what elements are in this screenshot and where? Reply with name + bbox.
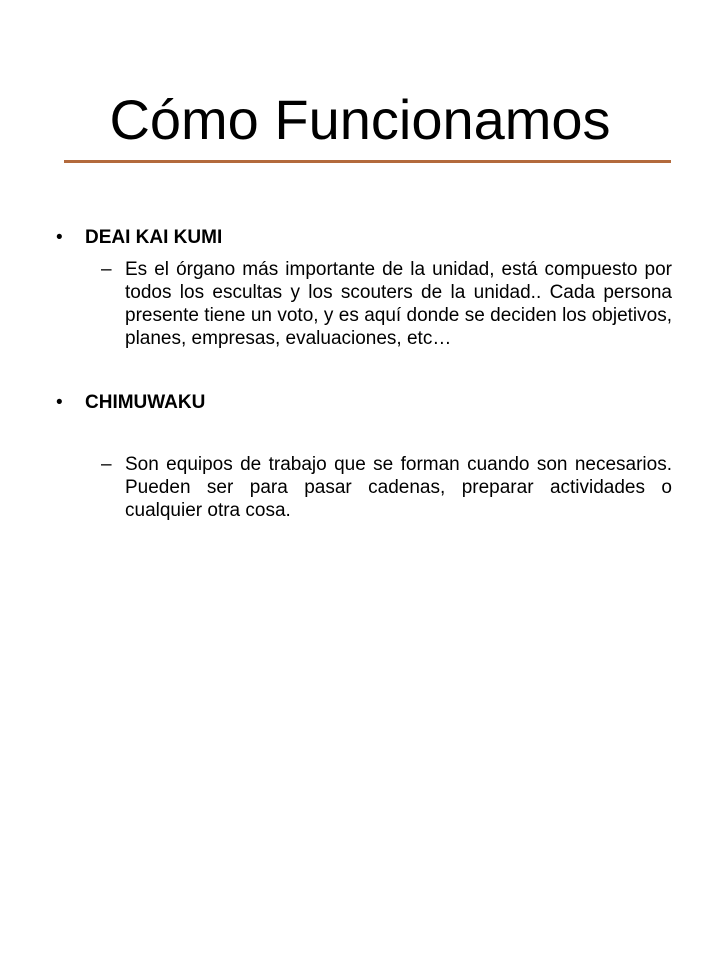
slide-content: [56, 226, 672, 522]
sub-item-text: Es el órgano más importante de la unidad, está compuesto por todos los escultas y los scouters de la unidad.. Cada persona presente tiene un voto, y es aquí donde se deciden los objetivos, planes, empresas, evaluaciones, etc…: [125, 259, 672, 349]
sub-item-text: Son equipos de trabajo que se forman cuando son necesarios. Pueden ser para pasar cadenas, preparar actividades o cualquier otra cosa.: [125, 454, 672, 521]
bullet-heading: DEAI KAI KUMI: [85, 227, 223, 248]
bullet-marker: •: [56, 227, 63, 248]
bullet-heading: CHIMUWAKU: [85, 392, 206, 413]
sub-marker: –: [101, 454, 112, 475]
bullet-item-chimuwaku: [56, 391, 672, 415]
sub-item-chimuwaku: [101, 453, 672, 522]
title-underline: [64, 160, 671, 163]
slide-title: Cómo Funcionamos: [109, 88, 611, 151]
sub-item-deai-kai-kumi: [101, 258, 672, 350]
bullet-item-deai-kai-kumi: [56, 226, 672, 250]
bullet-marker: •: [56, 392, 63, 413]
sub-marker: –: [101, 259, 112, 280]
